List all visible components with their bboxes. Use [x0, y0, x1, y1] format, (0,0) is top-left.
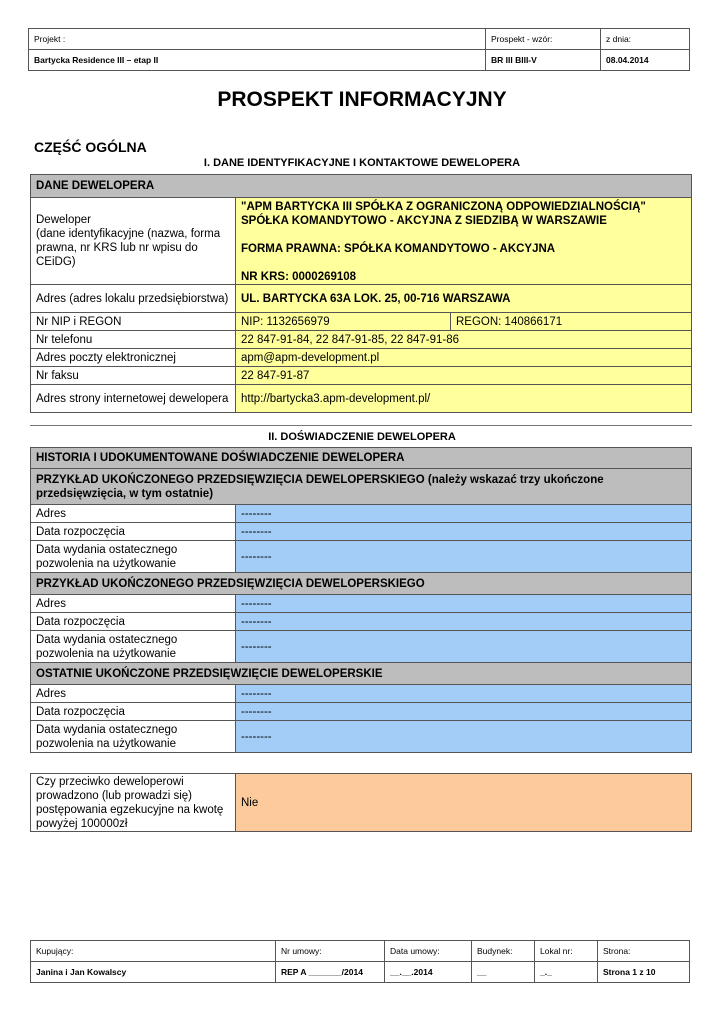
section1-title: I. DANE IDENTYFIKACYJNE I KONTAKTOWE DEWELOPERA — [203, 157, 521, 169]
developer-label: Deweloper (dane identyfikacyjne (nazwa, forma prawna, nr KRS lub nr wpisu do CEiDG) — [31, 198, 236, 285]
wzor-value: BR III BIII-V — [486, 50, 601, 71]
enforcement-value: Nie — [236, 774, 692, 832]
fax-label: Nr faksu — [31, 367, 236, 385]
example2-address-label: Adres — [31, 595, 236, 613]
example2-start-value: -------- — [236, 613, 692, 631]
example1-start-value: -------- — [236, 523, 692, 541]
developer-data-header: DANE DEWELOPERA — [31, 175, 692, 198]
enforcement-label: Czy przeciwko deweloperowi prowadzono (lub prowadzi się) postępowania egzekucyjne na kwotę powyżej 100000zł — [31, 774, 236, 832]
developer-name: "APM BARTYCKA III SPÓŁKA Z OGRANICZONĄ ODPOWIEDZIALNOŚCIĄ" SPÓŁKA KOMANDYTOWO - AKCYJNA Z SIEDZIBĄ W WARSZAWIE — [241, 201, 646, 227]
section-divider — [30, 425, 692, 426]
example3-start-label: Data rozpoczęcia — [31, 703, 236, 721]
developer-table — [30, 174, 692, 413]
building-value: __ — [472, 962, 535, 983]
example2-permit-label: Data wydania ostatecznego pozwolenia na użytkowanie — [31, 631, 236, 663]
date-label: z dnia: — [601, 29, 690, 50]
example3-address-label: Adres — [31, 685, 236, 703]
example2-header: PRZYKŁAD UKOŃCZONEGO PRZEDSIĘWZIĘCIA DEWELOPERSKIEGO — [31, 573, 692, 595]
address-label: Adres (adres lokalu przedsiębiorstwa) — [31, 285, 236, 313]
example3-permit-label: Data wydania ostatecznego pozwolenia na użytkowanie — [31, 721, 236, 753]
regon-value: REGON: 140866171 — [451, 313, 692, 331]
example1-address-label: Adres — [31, 505, 236, 523]
example2-start-label: Data rozpoczęcia — [31, 613, 236, 631]
example3-start-value: -------- — [236, 703, 692, 721]
example2-permit-value: -------- — [236, 631, 692, 663]
email-value[interactable]: apm@apm-development.pl — [236, 349, 692, 367]
www-label: Adres strony internetowej dewelopera — [31, 385, 236, 413]
unit-label: Lokal nr: — [535, 941, 598, 962]
section2-title: II. DOŚWIADCZENIE DEWELOPERA — [268, 431, 456, 443]
example1-permit-label: Data wydania ostatecznego pozwolenia na użytkowanie — [31, 541, 236, 573]
example1-start-label: Data rozpoczęcia — [31, 523, 236, 541]
nip-label: Nr NIP i REGON — [31, 313, 236, 331]
example1-address-value: -------- — [236, 505, 692, 523]
experience-header: HISTORIA I UDOKUMENTOWANE DOŚWIADCZENIE DEWELOPERA — [31, 448, 692, 469]
contract-date-value: __.__.2014 — [385, 962, 472, 983]
example1-permit-value: -------- — [236, 541, 692, 573]
experience-table — [30, 447, 692, 753]
krs-number: NR KRS: 0000269108 — [241, 271, 357, 283]
page-label: Strona: — [598, 941, 690, 962]
example2-address-value: -------- — [236, 595, 692, 613]
phone-label: Nr telefonu — [31, 331, 236, 349]
footer-table — [30, 940, 690, 983]
developer-value-cell — [236, 198, 692, 285]
projekt-label: Projekt : — [29, 29, 486, 50]
fax-value: 22 847-91-87 — [236, 367, 692, 385]
building-label: Budynek: — [472, 941, 535, 962]
www-value[interactable]: http://bartycka3.apm-development.pl/ — [236, 385, 692, 413]
contract-label: Nr umowy: — [276, 941, 385, 962]
enforcement-table — [30, 773, 692, 832]
nip-value: NIP: 1132656979 — [236, 313, 451, 331]
date-value: 08.04.2014 — [601, 50, 690, 71]
unit-value: _._ — [535, 962, 598, 983]
address-value: UL. BARTYCKA 63A LOK. 25, 00-716 WARSZAWA — [236, 285, 692, 313]
projekt-value: Bartycka Residence III – etap II — [29, 50, 486, 71]
page-title: PROSPEKT INFORMACYJNY — [217, 88, 507, 111]
legal-form: FORMA PRAWNA: SPÓŁKA KOMANDYTOWO - AKCYJNA — [241, 243, 556, 255]
example3-address-value: -------- — [236, 685, 692, 703]
contract-date-label: Data umowy: — [385, 941, 472, 962]
example3-permit-value: -------- — [236, 721, 692, 753]
part-title: CZĘŚĆ OGÓLNA — [34, 139, 147, 155]
example3-header: OSTATNIE UKOŃCZONE PRZEDSIĘWZIĘCIE DEWELOPERSKIE — [31, 663, 692, 685]
contract-value: REP A _______/2014 — [276, 962, 385, 983]
buyer-label: Kupujący: — [31, 941, 276, 962]
email-label: Adres poczty elektronicznej — [31, 349, 236, 367]
example1-header: PRZYKŁAD UKOŃCZONEGO PRZEDSIĘWZIĘCIA DEWELOPERSKIEGO (należy wskazać trzy ukończone przedsięwzięcia, w tym ostatnie) — [31, 469, 692, 505]
phone-value: 22 847-91-84, 22 847-91-85, 22 847-91-86 — [236, 331, 692, 349]
wzor-label: Prospekt - wzór: — [486, 29, 601, 50]
page-value: Strona 1 z 10 — [598, 962, 690, 983]
header-table — [28, 28, 690, 71]
buyer-value: Janina i Jan Kowalscy — [31, 962, 276, 983]
